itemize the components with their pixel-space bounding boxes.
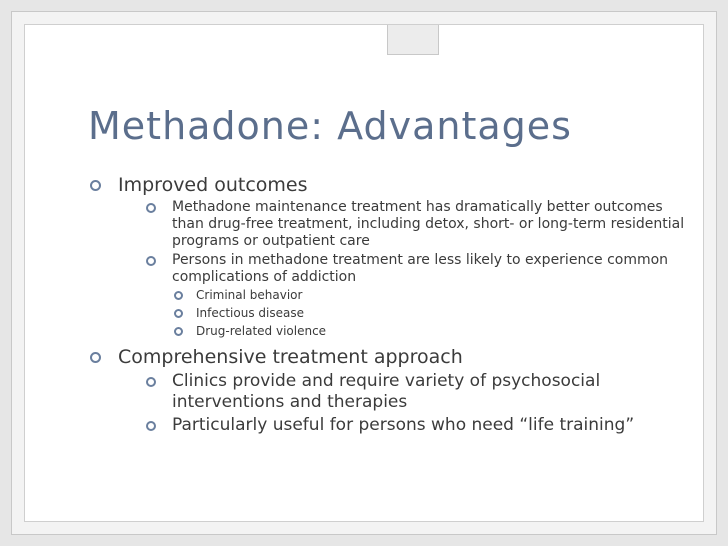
sub-bullet-text: Persons in methadone treatment are less likely to experience common complications of addiction [172,252,669,285]
sub-bullet-list [146,371,690,436]
sub-sub-bullet-text: Criminal behavior [196,288,303,302]
sub-bullet-text: Clinics provide and require variety of psychosocial interventions and therapies [172,371,601,412]
hollow-circle-icon [174,327,183,336]
sub-sub-bullet-text: Infectious disease [196,306,304,320]
hollow-circle-icon [146,256,156,266]
sub-bullet-text: Particularly useful for persons who need “life training” [172,415,635,435]
sub-sub-bullet-text: Drug-related violence [196,324,327,338]
hollow-circle-icon [174,309,183,318]
sub-sub-bullet-list [174,287,690,340]
sub-bullet-item [146,415,690,436]
sub-bullet-text: Methadone maintenance treatment has dramatically better outcomes than drug-free treatment, including detox, short- or long-term residential programs or outpatient care [172,199,685,249]
hollow-circle-icon [146,203,156,213]
bullet-item [90,174,690,340]
sub-bullet-list [146,199,690,340]
sub-bullet-item [146,252,690,340]
slide-content [90,174,690,436]
accent-bar [387,25,439,55]
sub-bullet-item [146,199,690,250]
bullet-list [90,174,690,436]
sub-sub-bullet-item [174,287,690,304]
sub-bullet-item [146,371,690,413]
sub-sub-bullet-item [174,323,690,340]
hollow-circle-icon [174,291,183,300]
sub-sub-bullet-item [174,305,690,322]
bullet-item [90,346,690,436]
bullet-text: Comprehensive treatment approach [118,346,463,368]
slide-title: Methadone: Advantages [88,104,572,148]
hollow-circle-icon [146,377,156,387]
bullet-text: Improved outcomes [118,174,308,196]
hollow-circle-icon [90,180,101,191]
hollow-circle-icon [90,352,101,363]
hollow-circle-icon [146,421,156,431]
